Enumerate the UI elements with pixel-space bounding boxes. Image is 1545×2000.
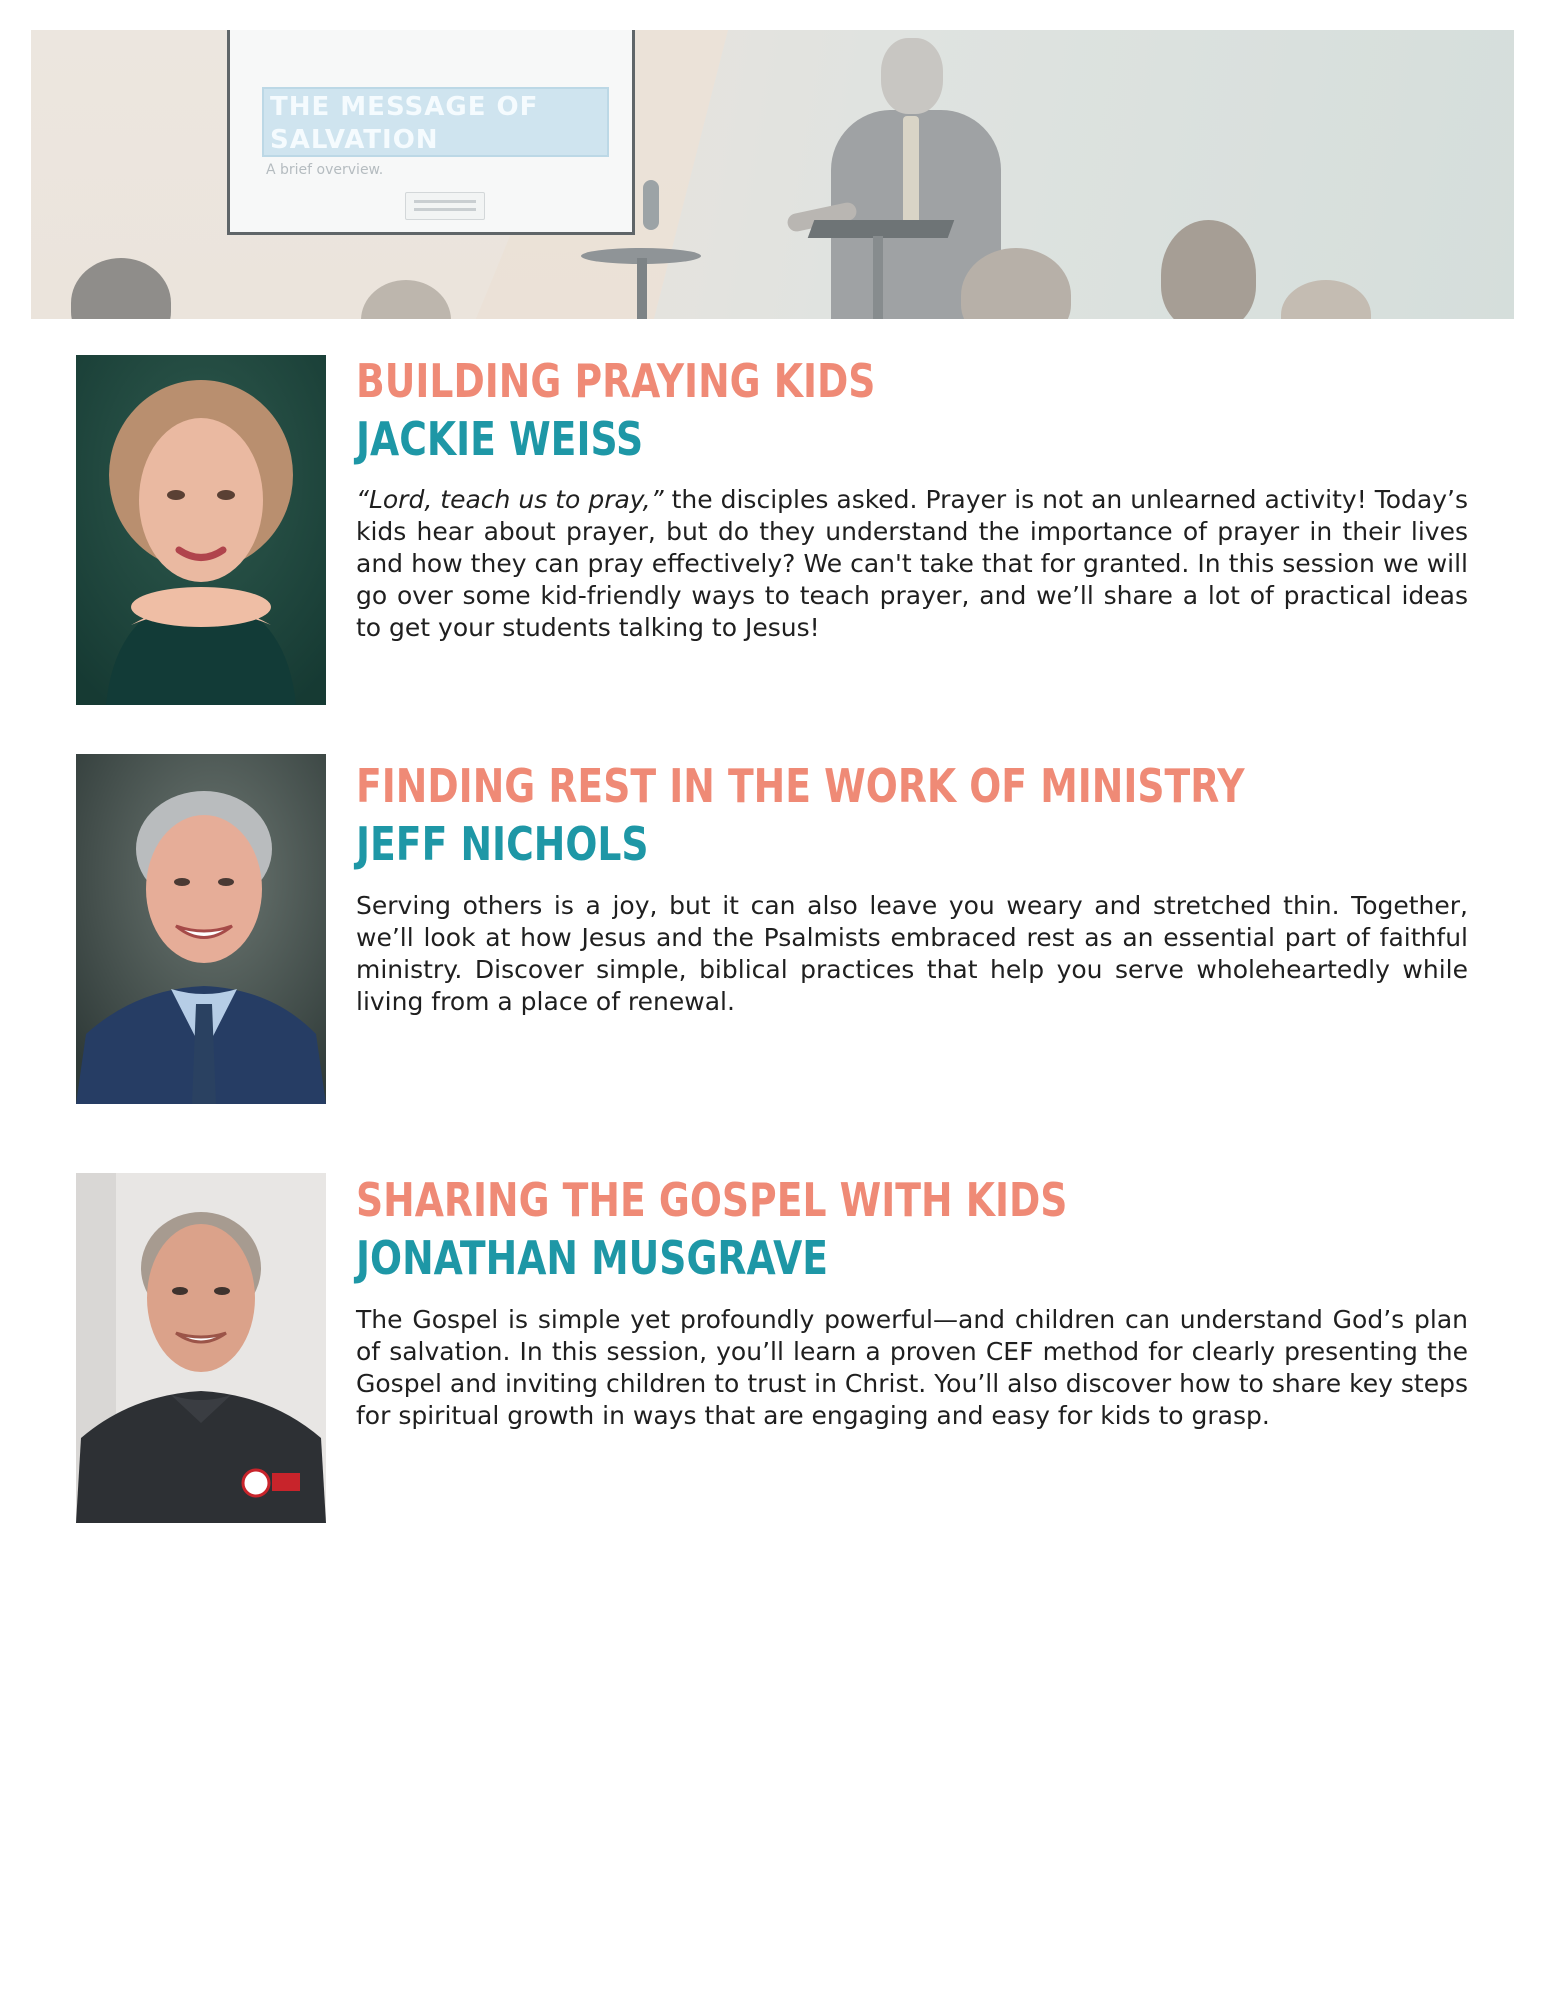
session-description	[356, 484, 1468, 644]
presentation-screen	[227, 30, 635, 235]
speaker-photo-jackie-weiss	[76, 355, 326, 705]
screen-logo	[405, 192, 485, 220]
camera-icon	[643, 180, 659, 230]
screen-subtitle: A brief overview.	[266, 162, 384, 178]
session-title: SHARING THE GOSPEL WITH KIDS	[356, 1173, 1068, 1227]
session-description: The Gospel is simple yet profoundly powerful—and children can understand God’s plan of salvation. In this session, you’ll learn a proven CEF method for clearly presenting the Gospel and inviting children to trust in Christ. You’ll also discover how to share key steps for spiritual growth in ways that are engaging and easy for kids to grasp.	[356, 1305, 1468, 1430]
screen-title: THE MESSAGE OF SALVATION	[270, 92, 539, 155]
presenter-head	[881, 38, 943, 114]
session-description-text: the disciples asked. Prayer is not an unlearned activity! Today’s kids hear about prayer, but do they understand the importance of prayer in their lives and how they can pray effectively? We can't take that for granted. In this session we will go over some kid-friendly ways to teach prayer, and we’ll share a lot of practical ideas to get your students talking to Jesus!	[356, 485, 1469, 642]
session-speaker: JONATHAN MUSGRAVE	[356, 1231, 829, 1285]
session-quote: “Lord, teach us to pray,”	[356, 485, 664, 514]
session-title: BUILDING PRAYING KIDS	[356, 354, 876, 408]
screen-title-box	[262, 87, 609, 157]
speaker-photo-jeff-nichols	[76, 754, 326, 1104]
session-speaker: JEFF NICHOLS	[356, 817, 649, 871]
session-speaker: JACKIE WEISS	[356, 412, 644, 466]
presenter-lanyard	[903, 116, 919, 226]
podium-leg	[873, 236, 883, 319]
hero-banner-photo	[31, 30, 1514, 319]
stand-pole	[637, 258, 647, 319]
session-description: Serving others is a joy, but it can also leave you weary and stretched thin. Together, we’ll look at how Jesus and the Psalmists embraced rest as an essential part of faithful ministry. Discover simple, biblical practices that help you serve wholeheartedly while living from a place of renewal.	[356, 891, 1468, 1016]
audience-head	[1161, 220, 1256, 319]
speaker-photo-jonathan-musgrave	[76, 1173, 326, 1523]
session-title: FINDING REST IN THE WORK OF MINISTRY	[356, 759, 1245, 813]
audience-head	[1281, 280, 1371, 319]
